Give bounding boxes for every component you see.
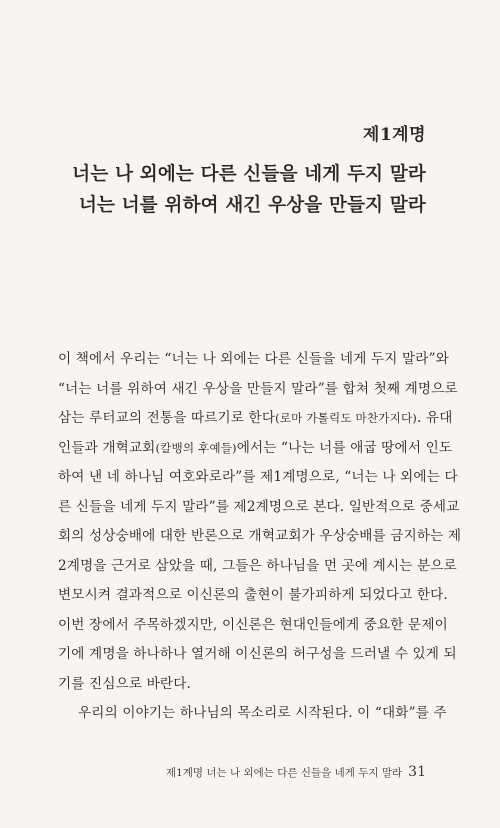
commandment-line-1: 너는 나 외에는 다른 신들을 네게 두지 말라	[72, 164, 426, 185]
body-line-text: . 유대	[416, 410, 453, 426]
body-line: 이 책에서 우리는 “너는 나 외에는 다른 신들을 네게 두지 말라”와	[58, 351, 449, 367]
body-line	[58, 404, 453, 434]
body-line: 기에 계명을 하나하나 열거해 이신론의 허구성을 드러낼 수 있게 되	[58, 646, 457, 662]
body-text	[58, 345, 462, 729]
body-line	[58, 434, 453, 464]
body-line: 변모시켜 결과적으로 이신론의 출현이 불가피하게 되었다고 한다.	[58, 587, 448, 603]
parenthetical-note: (칼뱅의 후예들)	[155, 440, 237, 455]
body-line: 회의 성상숭배에 대한 반론으로 개혁교회가 우상숭배를 금지하는 제	[58, 528, 462, 544]
chapter-label: 제1계명	[362, 125, 426, 145]
body-line-text: 에서는 “나는 너를 애굽 땅에서 인도	[236, 439, 453, 456]
page-number: 31	[408, 764, 426, 780]
body-line: 우리의 이야기는 하나님의 목소리로 시작된다. 이 “대화”를 주	[78, 705, 447, 721]
running-footer	[166, 764, 426, 780]
body-line: 2계명을 근거로 삼았을 때, 그들은 하나님을 먼 곳에 계시는 분으로	[58, 557, 457, 574]
body-line-text: 인들과 개혁교회	[58, 439, 156, 456]
body-line: 이번 장에서 주목하겠지만, 이신론은 현대인들에게 중요한 문제이	[58, 616, 448, 633]
running-title: 제1계명 너는 나 외에는 다른 신들을 네게 두지 말라	[165, 767, 403, 779]
body-line-text: 삼는 루터교의 전통을 따르기로 한다	[58, 410, 276, 426]
body-line: 른 신들을 네게 두지 말라”를 제2계명으로 본다. 일반적으로 중세교	[58, 498, 460, 515]
body-line: “너는 너를 위하여 새긴 우상을 만들지 말라”를 합쳐 첫째 계명으로	[58, 380, 458, 397]
parenthetical-note: (로마 가톨릭도 마찬가지다)	[275, 411, 417, 425]
body-line: 하여 낸 네 하나님 여호와로라”를 제1계명으로, “너는 나 외에는 다	[58, 469, 458, 485]
commandment-line-2: 너는 너를 위하여 새긴 우상을 만들지 말라	[78, 195, 426, 216]
chapter-heading	[72, 120, 426, 221]
body-line: 기를 진심으로 바란다.	[58, 675, 191, 692]
